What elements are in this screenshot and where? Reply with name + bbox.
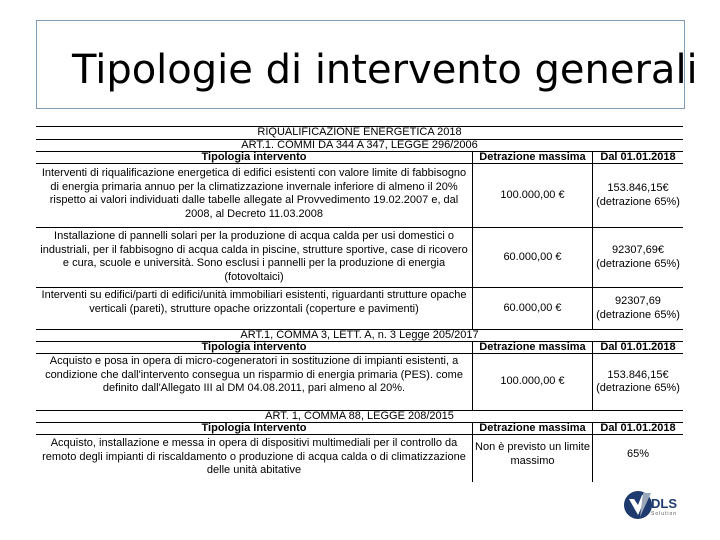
header-detrazione: Detrazione massima (472, 342, 592, 353)
header-tipologia: Tipologia Intervento (201, 423, 307, 434)
header-dal: Dal 01.01.2018 (592, 342, 683, 353)
header-detrazione: Detrazione massima (472, 152, 592, 163)
table-header-row (36, 151, 683, 163)
table-header-row (36, 341, 683, 353)
row-description: Interventi su edifici/parti di edifici/unità immobiliari esistenti, riguardanti strutture opache verticali (pareti), strutture opache orizzontali (coperture e pavimenti) (41, 289, 467, 315)
table-row (36, 353, 683, 410)
header-tipologia: Tipologia intervento (201, 342, 307, 353)
header-dal: Dal 01.01.2018 (592, 423, 683, 434)
table-row (36, 434, 683, 482)
row-dal: 92307,69€ (detrazione 65%) (592, 228, 683, 287)
row-detrazione: 60.000,00 € (472, 228, 592, 287)
row-dal: 153.846,15€ (detrazione 65%) (592, 164, 683, 227)
section-ref-legge-205: ART.1, COMMA 3, LETT. A, n. 3 Legge 205/2017 (36, 329, 683, 341)
row-description: Acquisto e posa in opera di micro-cogeneratori in sostituzione di impianti esistenti, a condizione che dall'intervento consegua un risparmio di energia primaria (PES). come definito dall'Allegato III al DM 04.08.2011, pari almeno al 20%. (45, 355, 463, 394)
header-detrazione: Detrazione massima (472, 423, 592, 434)
table-row (36, 163, 683, 227)
logo-subtitle: Solution (651, 511, 678, 517)
logo-text: DLS (651, 496, 677, 511)
table-row (36, 287, 683, 329)
row-detrazione: 100.000,00 € (472, 164, 592, 227)
section-ref-legge-208: ART. 1, COMMA 88, LEGGE 208/2015 (36, 410, 683, 422)
table-row (36, 227, 683, 287)
row-description: Interventi di riqualificazione energetica di edifici esistenti con valore limite di fabbisogno di energia primaria annuo per la climatizzazione invernale inferiore di almeno il 20% rispetto ai valori individuati dalle tabelle allegate al Provvedimento 19.02.2007 e, dal 2008, al Decreto 11.03.2008 (41, 167, 467, 220)
row-dal: 92307,69 (detrazione 65%) (592, 288, 683, 329)
row-detrazione: 60.000,00 € (472, 288, 592, 329)
row-dal: 153.846,15€ (detrazione 65%) (592, 354, 683, 410)
row-detrazione: 100.000,00 € (472, 354, 592, 410)
section-ref-legge-296: ART.1. COMMI DA 344 A 347, LEGGE 296/2006 (36, 139, 683, 151)
row-description: Acquisto, installazione e messa in opera di dispositivi multimediali per il controllo da remoto degli impianti di riscaldamento o produzione di acqua calda o di climatizzazione delle unità abitative (42, 437, 466, 476)
row-dal: 65% (592, 435, 683, 482)
table-header-row (36, 422, 683, 434)
row-description: Installazione di pannelli solari per la produzione di acqua calda per usi domestici o industriali, per il fabbisogno di acqua calda in piscine, strutture sportive, case di ricovero e cura, scuole e università. Sono esclusi i pannelli per la produzione di energia (fotovoltaici) (40, 230, 468, 283)
header-tipologia: Tipologia intervento (201, 152, 307, 163)
tax-deduction-table (36, 126, 683, 482)
row-detrazione: Non è previsto un limite massimo (472, 435, 592, 482)
header-dal: Dal 01.01.2018 (592, 152, 683, 163)
slide-title: Tipologie di intervento generali (72, 47, 698, 93)
section-title-riqualificazione: RIQUALIFICAZIONE ENERGETICA 2018 (36, 126, 683, 139)
